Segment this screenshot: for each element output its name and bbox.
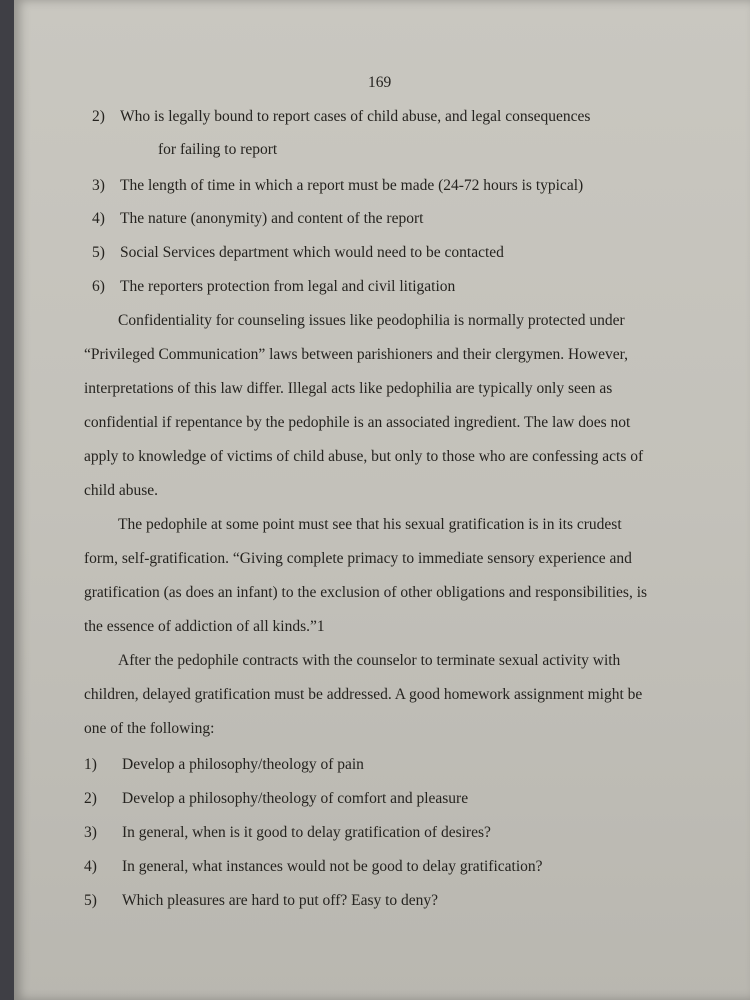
list-item-text: Who is legally bound to report cases of child abuse, and legal consequences: [120, 108, 591, 125]
paragraph-line: form, self-gratification. “Giving complete primacy to immediate sensory experience and: [84, 550, 632, 567]
paragraph-line: The pedophile at some point must see that his sexual gratification is in its crudest: [118, 516, 622, 533]
list-item-text: Develop a philosophy/theology of pain: [122, 756, 364, 773]
paragraph-line: interpretations of this law differ. Illegal acts like pedophilia are typically only seen as: [84, 380, 613, 397]
list-item-number: 2): [84, 790, 97, 807]
list-item-number: 2): [92, 108, 105, 125]
paragraph-line: children, delayed gratification must be addressed. A good homework assignment might be: [84, 686, 643, 703]
list-item-text: The length of time in which a report must be made (24-72 hours is typical): [120, 177, 584, 194]
list-item-text: Which pleasures are hard to put off? Easy to deny?: [122, 892, 439, 909]
list-item-number: 5): [84, 892, 97, 909]
list-item-number: 3): [84, 824, 97, 841]
paragraph-line: “Privileged Communication” laws between parishioners and their clergymen. However,: [84, 346, 629, 363]
paragraph-line: After the pedophile contracts with the counselor to terminate sexual activity with: [118, 652, 621, 669]
document-page: [14, 0, 750, 1000]
page-number: 169: [368, 74, 392, 91]
list-item-number: 4): [92, 210, 105, 227]
paragraph-line: confidential if repentance by the pedophile is an associated ingredient. The law does not: [84, 414, 631, 431]
list-item-text: In general, what instances would not be good to delay gratification?: [122, 858, 543, 875]
list-item-number: 1): [84, 756, 97, 773]
list-item-text: In general, when is it good to delay gratification of desires?: [122, 824, 491, 841]
list-item-text: The nature (anonymity) and content of the report: [120, 210, 424, 227]
list-item-text: Develop a philosophy/theology of comfort and pleasure: [122, 790, 469, 807]
paragraph-line: the essence of addiction of all kinds.”1: [84, 618, 325, 635]
list-item-text-continued: for failing to report: [158, 141, 278, 158]
paragraph-line: Confidentiality for counseling issues like peodophilia is normally protected under: [118, 312, 625, 329]
list-item-number: 6): [92, 278, 105, 295]
list-item-number: 5): [92, 244, 105, 261]
list-item-text: Social Services department which would need to be contacted: [120, 244, 504, 261]
paragraph-line: child abuse.: [84, 482, 159, 499]
paragraph-line: apply to knowledge of victims of child abuse, but only to those who are confessing acts of: [84, 448, 644, 465]
paragraph-line: one of the following:: [84, 720, 215, 737]
list-item-number: 3): [92, 177, 105, 194]
list-item-number: 4): [84, 858, 97, 875]
paragraph-line: gratification (as does an infant) to the exclusion of other obligations and responsibilities, is: [84, 584, 648, 601]
list-item-text: The reporters protection from legal and civil litigation: [120, 278, 456, 295]
